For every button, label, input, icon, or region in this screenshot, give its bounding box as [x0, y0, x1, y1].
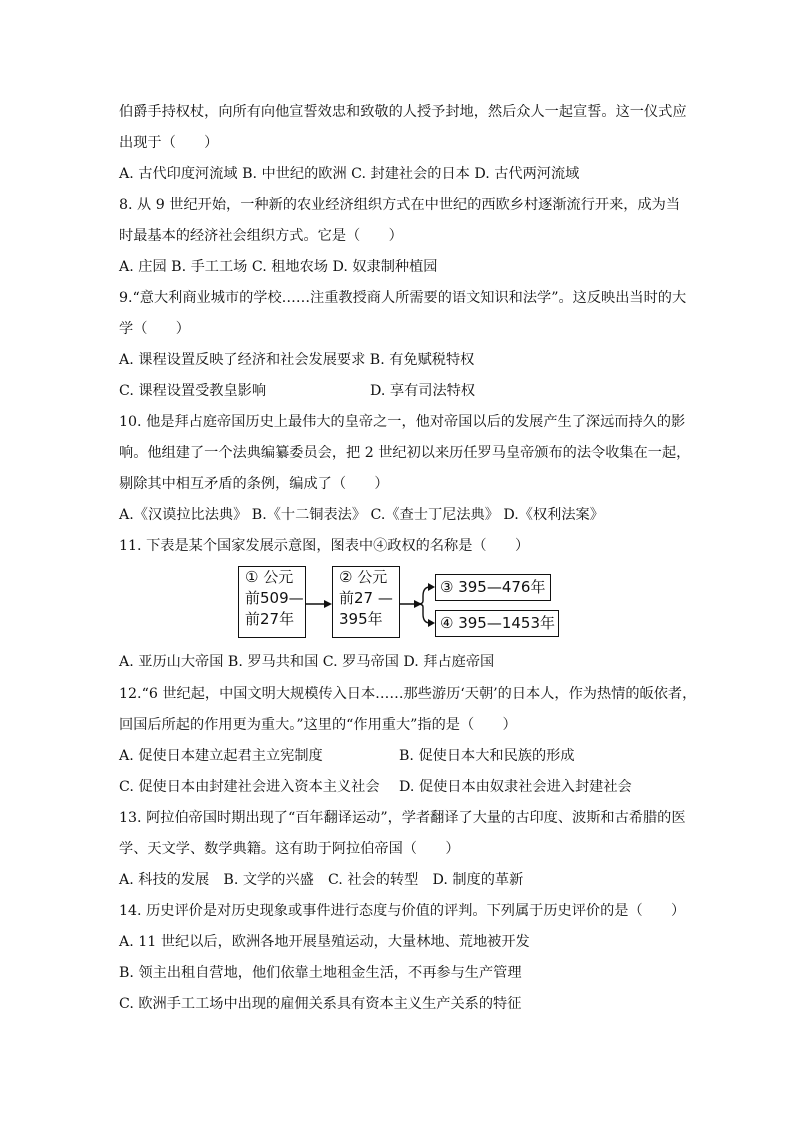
- q9-options-ab: A. 课程设置反映了经济和社会发展要求 B. 有免赋税特权: [119, 352, 475, 368]
- q11-options: A. 亚历山大帝国 B. 罗马共和国 C. 罗马帝国 D. 拜占庭帝国: [119, 654, 495, 670]
- q12-option-c: C. 促使日本由封建社会进入资本主义社会: [119, 779, 380, 795]
- q9-option-d: D. 享有司法特权: [370, 383, 476, 399]
- arrow-1-head: [324, 600, 332, 608]
- q10-stem-line-2: 响。他组建了一个法典编纂委员会，把 2 世纪初以来历任罗马皇帝颁布的法令收集在一起，: [119, 445, 691, 461]
- q11-stem: 11. 下表是某个国家发展示意图，图表中④政权的名称是（ ）: [119, 538, 530, 554]
- q14-option-c: C. 欧洲手工工场中出现的雇佣关系具有资本主义生产关系的特征: [119, 996, 522, 1012]
- box1-line-2: 前509—: [245, 589, 304, 607]
- diagram-box-3: [435, 574, 551, 601]
- box1-line-1: ① 公元: [245, 568, 294, 586]
- box2-line-3: 395年: [339, 610, 383, 628]
- q9-stem-line-2: 学（ ）: [119, 321, 190, 337]
- arrow-4-head: [428, 619, 435, 627]
- q12-option-d: D. 促使日本由奴隶社会进入封建社会: [399, 779, 632, 795]
- q9-option-c: C. 课程设置受教皇影响: [119, 383, 267, 399]
- box2-line-1: ② 公元: [339, 568, 388, 586]
- q12-option-a: A. 促使日本建立起君主立宪制度: [119, 748, 323, 764]
- box1-line-3: 前27年: [245, 610, 295, 628]
- q10-options: A.《汉谟拉比法典》 B.《十二铜表法》 C.《查士丁尼法典》 D.《权利法案》: [119, 507, 604, 523]
- q8-options: A. 庄园 B. 手工工场 C. 租地农场 D. 奴隶制种植园: [119, 259, 438, 275]
- q12-stem-line-2: 回国后所起的作用更为重大。”这里的“作用重大”指的是（ ）: [119, 717, 517, 733]
- q14-option-a: A. 11 世纪以后，欧洲各地开展垦殖运动，大量林地、荒地被开发: [119, 934, 530, 950]
- diagram-box-4: [435, 610, 559, 637]
- q8-stem-line-1b: 8. 从 9 世纪开始，一种新的农业经济组织方式在中世纪的西欧乡村逐渐流行开来，成为当: [119, 197, 681, 213]
- q13-stem-line-1: 13. 阿拉伯帝国时期出现了“百年翻译运动”，学者翻译了大量的古印度、波斯和古希腊的医: [119, 810, 686, 826]
- diagram-box-2: [332, 566, 400, 638]
- q9-stem-line-1: 9.“意大利商业城市的学校……注重教授商人所需要的语文知识和法学”。这反映出当时的大: [119, 290, 687, 306]
- q14-option-b: B. 领主出租自营地，他们依靠土地租金生活，不再参与生产管理: [119, 965, 522, 981]
- q13-stem-line-2: 学、天文学、数学典籍。这有助于阿拉伯帝国（ ）: [119, 841, 460, 857]
- box3-label: ③ 395—476年: [440, 578, 546, 596]
- q14-stem: 14. 历史评价是对历史现象或事件进行态度与价值的评判。下列属于历史评价的是（ ）: [119, 903, 686, 919]
- box2-line-2: 前27 —: [339, 589, 393, 607]
- q7-stem-line-1: 伯爵手持权杖，向所有向他宣誓效忠和致敬的人授予封地，然后众人一起宣誓。这一仪式应: [119, 104, 687, 120]
- q7-options: A. 古代印度河流域 B. 中世纪的欧洲 C. 封建社会的日本 D. 古代两河流域: [119, 166, 580, 182]
- q10-stem-line-3: 剔除其中相互矛盾的条例，编成了（ ）: [119, 476, 389, 492]
- q8-stem-line-2: 时最基本的经济社会组织方式。它是（ ）: [119, 228, 403, 244]
- q7-stem-line-2: 出现于（ ）: [119, 135, 219, 151]
- state-development-diagram: [232, 566, 562, 644]
- arrow-3-head: [428, 583, 435, 591]
- q12-stem-line-1: 12.“6 世纪起，中国文明大规模传入日本……那些游历‘天朝’的日本人，作为热情的皈依者，: [119, 686, 697, 702]
- q12-option-b: B. 促使日本大和民族的形成: [399, 748, 575, 764]
- q13-options: A. 科技的发展 B. 文学的兴盛 C. 社会的转型 D. 制度的革新: [119, 872, 524, 888]
- q10-stem-line-1: 10. 他是拜占庭帝国历史上最伟大的皇帝之一，他对帝国以后的发展产生了深远而持久的影: [119, 414, 686, 430]
- box4-label: ④ 395—1453年: [440, 614, 556, 632]
